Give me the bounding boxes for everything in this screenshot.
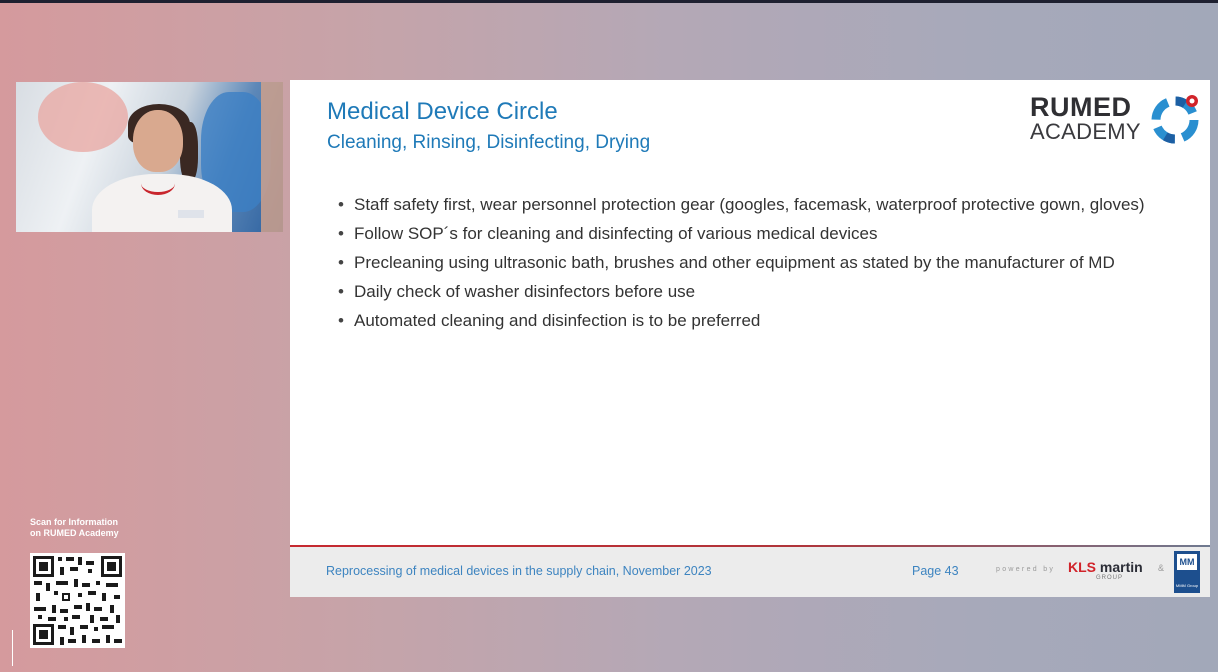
speaker-face — [133, 110, 183, 172]
slide-subtitle: Cleaning, Rinsing, Disinfecting, Drying — [327, 132, 651, 153]
top-strip — [0, 0, 1218, 3]
bullet-text: Daily check of washer disinfectors before use — [354, 282, 696, 301]
bullet-item — [338, 252, 1158, 273]
bullet-dot: • — [338, 311, 344, 330]
mm-logo-subtext: MMM Group — [1175, 583, 1199, 588]
bullet-dot: • — [338, 195, 344, 214]
logo-text-rumed: RUMED — [1030, 92, 1132, 122]
footer-title: Reprocessing of medical devices in the supply chain, November 2023 — [326, 564, 712, 578]
rumed-ring-icon — [1145, 88, 1205, 148]
qr-caption — [30, 517, 150, 539]
bullet-text: Follow SOP´s for cleaning and disinfecting of various medical devices — [354, 224, 878, 243]
powered-by-label: powered by — [996, 566, 1056, 573]
qr-caption-line1: Scan for Information — [30, 517, 119, 527]
bullet-dot: • — [338, 224, 344, 243]
mm-logo-text: MM — [1177, 554, 1197, 570]
bullet-item — [338, 281, 1158, 302]
bullet-text: Automated cleaning and disinfection is to be preferred — [354, 311, 761, 330]
rumed-academy-logo — [1030, 88, 1205, 148]
bullet-dot: • — [338, 253, 344, 272]
speaker-collar — [141, 172, 175, 195]
kls-logo-part: KLS — [1068, 559, 1096, 575]
page-number: Page 43 — [912, 564, 959, 578]
text-cursor — [12, 630, 13, 666]
bullet-list — [338, 194, 1158, 339]
bullet-text: Precleaning using ultrasonic bath, brushes and other equipment as stated by the manufacturer of MD — [354, 253, 1115, 272]
kls-group-label: GROUP — [1096, 575, 1124, 581]
qr-caption-line2: on RUMED Academy — [30, 528, 119, 538]
ampersand: & — [1158, 563, 1165, 573]
martin-logo-part: martin — [1099, 559, 1143, 575]
bullet-item — [338, 223, 1158, 244]
presentation-slide — [290, 80, 1210, 597]
kls-martin-logo — [1068, 559, 1143, 575]
logo-text-academy: ACADEMY — [1030, 119, 1141, 144]
mmm-group-logo — [1174, 551, 1200, 593]
speaker-video — [16, 82, 283, 232]
slide-title: Medical Device Circle — [327, 98, 558, 125]
bullet-dot: • — [338, 282, 344, 301]
bullet-item — [338, 310, 1158, 331]
video-background-shape — [38, 82, 128, 152]
qr-code[interactable] — [30, 553, 125, 648]
bullet-item — [338, 194, 1158, 215]
slide-footer — [290, 547, 1210, 597]
shirt-logo — [178, 210, 204, 218]
bullet-text: Staff safety first, wear personnel protection gear (googles, facemask, waterproof protective gown, gloves) — [354, 195, 1145, 214]
video-background-shape — [261, 82, 283, 232]
